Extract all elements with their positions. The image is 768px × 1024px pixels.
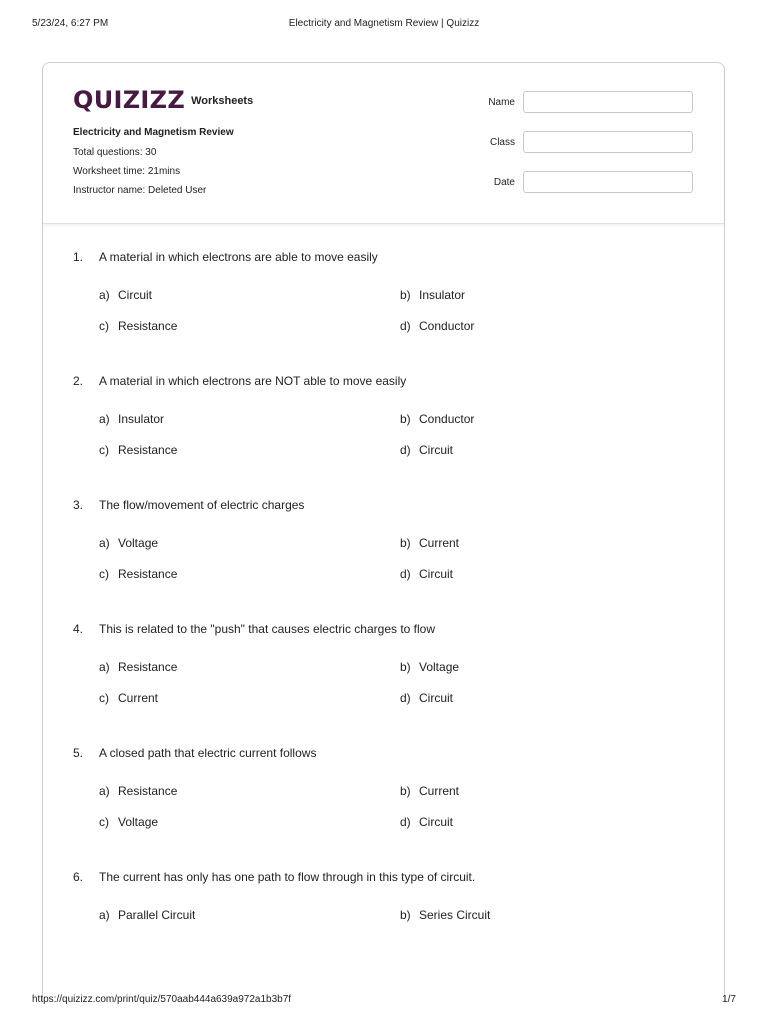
question-text: The flow/movement of electric charges	[99, 498, 305, 512]
name-field[interactable]	[523, 91, 693, 113]
option-text: Conductor	[419, 319, 475, 333]
option-text: Insulator	[419, 288, 466, 302]
date-label: Date	[493, 177, 515, 188]
question-text: A material in which electrons are able to move easily	[99, 250, 378, 264]
option-b	[400, 536, 459, 550]
option-text: Resistance	[118, 660, 178, 674]
question-number: 1.	[73, 250, 84, 264]
option-letter: a)	[99, 412, 110, 426]
option-a	[99, 908, 195, 922]
option-letter: a)	[99, 908, 110, 922]
option-text: Resistance	[118, 319, 178, 333]
option-d	[400, 443, 453, 457]
option-letter: a)	[99, 784, 110, 798]
option-text: Insulator	[118, 412, 165, 426]
worksheet-title: Electricity and Magnetism Review	[73, 127, 234, 138]
option-letter: a)	[99, 536, 110, 550]
print-header	[0, 14, 768, 30]
print-url: https://quizizz.com/print/quiz/570aab444a639a972a1b3b7f	[32, 994, 292, 1005]
quizizz-logo: QUIZIZZ	[73, 86, 186, 114]
option-c	[99, 319, 177, 333]
class-label: Class	[489, 137, 515, 148]
option-a	[99, 784, 177, 798]
instructor-name: Instructor name: Deleted User	[73, 185, 207, 196]
option-c	[99, 443, 177, 457]
option-c	[99, 691, 158, 705]
option-text: Circuit	[419, 691, 454, 705]
question-number: 4.	[73, 622, 84, 636]
question-text: This is related to the "push" that causes electric charges to flow	[99, 622, 436, 636]
page-count: 1/7	[722, 994, 736, 1005]
option-letter: b)	[400, 784, 411, 798]
option-letter: d)	[400, 567, 411, 581]
print-footer	[0, 990, 768, 1006]
brand	[73, 85, 253, 113]
option-text: Parallel Circuit	[118, 908, 196, 922]
option-text: Voltage	[118, 815, 159, 829]
option-text: Resistance	[118, 443, 178, 457]
class-field[interactable]	[523, 131, 693, 153]
option-letter: d)	[400, 691, 411, 705]
option-a	[99, 536, 158, 550]
question-number: 3.	[73, 498, 84, 512]
option-letter: b)	[400, 412, 411, 426]
option-letter: d)	[400, 319, 411, 333]
option-letter: a)	[99, 288, 110, 302]
question-text: A material in which electrons are NOT able to move easily	[99, 374, 407, 388]
option-c	[99, 815, 158, 829]
option-d	[400, 815, 453, 829]
option-text: Circuit	[419, 815, 454, 829]
worksheet-time: Worksheet time: 21mins	[73, 166, 181, 177]
option-text: Circuit	[118, 288, 153, 302]
option-a	[99, 412, 164, 426]
worksheet-card	[42, 62, 725, 1002]
question-number: 5.	[73, 746, 84, 760]
option-letter: b)	[400, 908, 411, 922]
question-number: 6.	[73, 870, 84, 884]
print-page-title: Electricity and Magnetism Review | Quizizz	[288, 18, 480, 29]
option-text: Resistance	[118, 567, 178, 581]
option-text: Voltage	[118, 536, 159, 550]
option-a	[99, 288, 152, 302]
option-b	[400, 908, 490, 922]
option-a	[99, 660, 177, 674]
option-text: Resistance	[118, 784, 178, 798]
worksheet-header	[43, 63, 724, 224]
option-letter: c)	[99, 319, 109, 333]
option-letter: c)	[99, 443, 109, 457]
option-letter: b)	[400, 660, 411, 674]
option-letter: c)	[99, 815, 109, 829]
option-letter: c)	[99, 567, 109, 581]
option-b	[400, 412, 474, 426]
option-b	[400, 660, 459, 674]
option-text: Current	[419, 784, 460, 798]
option-letter: a)	[99, 660, 110, 674]
option-b	[400, 288, 465, 302]
option-letter: d)	[400, 815, 411, 829]
option-text: Circuit	[419, 443, 454, 457]
option-text: Current	[118, 691, 159, 705]
option-letter: b)	[400, 288, 411, 302]
question-number: 2.	[73, 374, 84, 388]
option-c	[99, 567, 177, 581]
option-letter: d)	[400, 443, 411, 457]
option-text: Conductor	[419, 412, 475, 426]
name-label: Name	[488, 97, 515, 108]
option-d	[400, 319, 474, 333]
logo-suffix: Worksheets	[191, 95, 254, 107]
option-d	[400, 567, 453, 581]
option-text: Circuit	[419, 567, 454, 581]
option-letter: c)	[99, 691, 109, 705]
date-field[interactable]	[523, 171, 693, 193]
option-letter: b)	[400, 536, 411, 550]
option-text: Voltage	[419, 660, 460, 674]
question-text: A closed path that electric current follows	[99, 746, 317, 760]
total-questions: Total questions: 30	[73, 147, 157, 158]
option-text: Series Circuit	[419, 908, 491, 922]
question-text: The current has only has one path to flow through in this type of circuit.	[99, 870, 476, 884]
option-b	[400, 784, 459, 798]
option-text: Current	[419, 536, 460, 550]
option-d	[400, 691, 453, 705]
print-date: 5/23/24, 6:27 PM	[32, 18, 109, 29]
